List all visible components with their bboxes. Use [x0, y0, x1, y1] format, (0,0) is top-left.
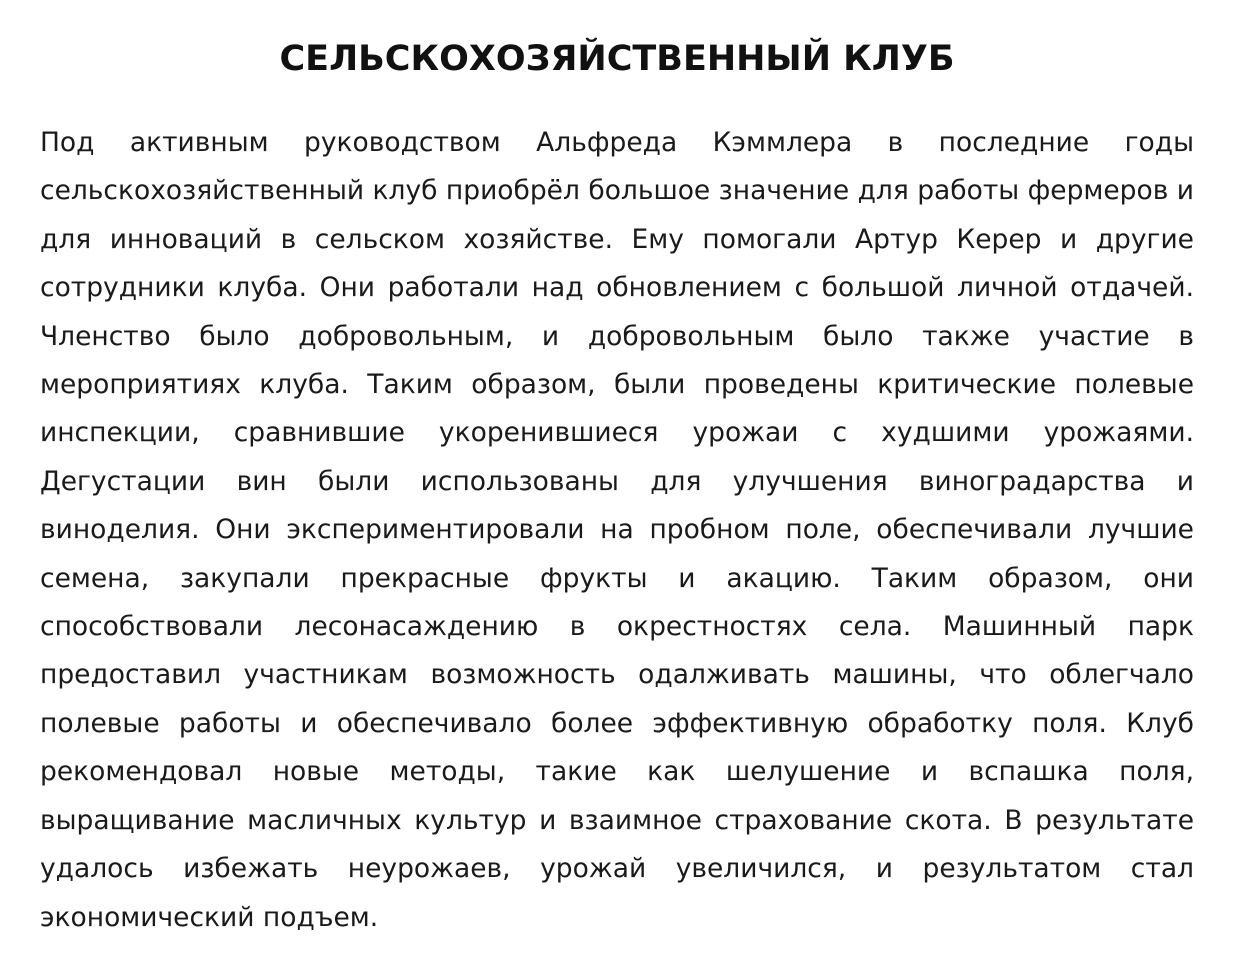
document-title: СЕЛЬСКОХОЗЯЙСТВЕННЫЙ КЛУБ — [279, 39, 955, 79]
body-paragraph: Под активным руководством Альфреда Кэммлера в последние годы сельскохозяйственный клуб приобрёл большое значение для работы фермеров и для инноваций в сельском хозяйстве. Ему помогали Артур Керер и другие сотрудники клуба. Они работали над обновлением с большой личной отдачей. Членство было добровольным, и добровольным было также участие в мероприятиях клуба. Таким образом, были проведены критические полевые инспекции, сравнившие укоренившиеся урожаи с худшими урожаями. Дегустации вин были использованы для улучшения виноградарства и виноделия. Они экспериментировали на пробном поле, обеспечивали лучшие семена, закупали прекрасные фрукты и акацию. Таким образом, они способствовали лесонасаждению в окрестностях села. Машинный парк предоставил участникам возможность одалживать машины, что облегчало полевые работы и обеспечивало более эффективную обработку поля. Клуб рекомендовал новые методы, такие как шелушение и вспашка поля, выращивание масличных культур и взаимное страхование скота. В результате удалось избежать неурожаев, урожай увеличился, и результатом стал экономический подъем. — [40, 127, 1194, 933]
